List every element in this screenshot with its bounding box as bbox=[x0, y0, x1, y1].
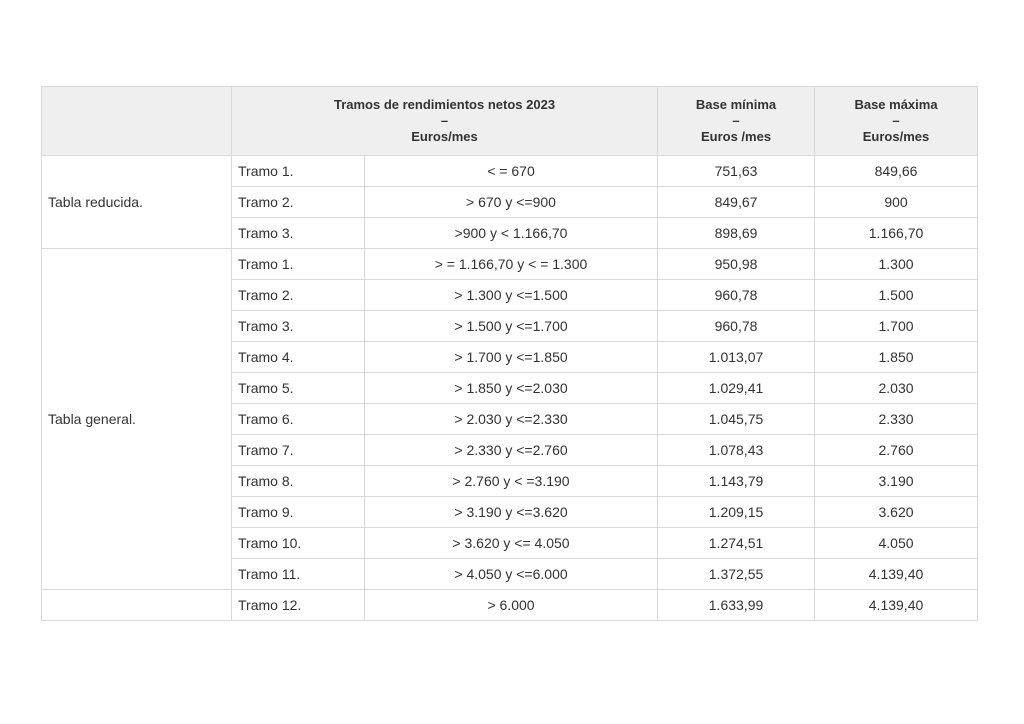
header-empty-cell bbox=[42, 87, 232, 156]
range-cell: > 1.850 y <=2.030 bbox=[365, 373, 658, 404]
header-base-maxima bbox=[815, 87, 978, 156]
tramo-cell: Tramo 7. bbox=[232, 435, 365, 466]
base-max-cell: 2.760 bbox=[815, 435, 978, 466]
base-min-cell: 950,98 bbox=[658, 249, 815, 280]
base-max-cell: 1.300 bbox=[815, 249, 978, 280]
tramo-cell: Tramo 8. bbox=[232, 466, 365, 497]
table-row bbox=[42, 590, 978, 621]
header-tramos bbox=[232, 87, 658, 156]
base-max-cell: 3.620 bbox=[815, 497, 978, 528]
tramo-cell: Tramo 2. bbox=[232, 187, 365, 218]
header-row bbox=[42, 87, 978, 156]
range-cell: > 1.500 y <=1.700 bbox=[365, 311, 658, 342]
header-min-unit: Euros /mes bbox=[700, 129, 772, 144]
tramo-cell: Tramo 5. bbox=[232, 373, 365, 404]
base-max-cell: 1.500 bbox=[815, 280, 978, 311]
header-max-title: Base máxima bbox=[854, 97, 938, 112]
base-min-cell: 1.633,99 bbox=[658, 590, 815, 621]
header-min-title: Base mínima bbox=[695, 97, 777, 112]
base-min-cell: 1.045,75 bbox=[658, 404, 815, 435]
tramo-cell: Tramo 10. bbox=[232, 528, 365, 559]
header-tramos-unit: Euros/mes bbox=[411, 129, 478, 144]
range-cell: > 670 y <=900 bbox=[365, 187, 658, 218]
base-min-cell: 1.143,79 bbox=[658, 466, 815, 497]
base-max-cell: 2.330 bbox=[815, 404, 978, 435]
tramo-cell: Tramo 3. bbox=[232, 311, 365, 342]
base-max-cell: 1.166,70 bbox=[815, 218, 978, 249]
tramo-cell: Tramo 12. bbox=[232, 590, 365, 621]
base-max-cell: 4.050 bbox=[815, 528, 978, 559]
group-tabla-general: Tabla general. bbox=[42, 249, 232, 590]
tramo-cell: Tramo 9. bbox=[232, 497, 365, 528]
header-min-dash: – bbox=[732, 113, 740, 128]
header-base-minima bbox=[658, 87, 815, 156]
base-min-cell: 1.029,41 bbox=[658, 373, 815, 404]
base-min-cell: 1.078,43 bbox=[658, 435, 815, 466]
base-min-cell: 1.274,51 bbox=[658, 528, 815, 559]
base-max-cell: 3.190 bbox=[815, 466, 978, 497]
group-tabla-reducida: Tabla reducida. bbox=[42, 156, 232, 249]
tramos-table bbox=[41, 86, 978, 621]
base-max-cell: 4.139,40 bbox=[815, 590, 978, 621]
tramo-cell: Tramo 6. bbox=[232, 404, 365, 435]
range-cell: > 1.700 y <=1.850 bbox=[365, 342, 658, 373]
base-min-cell: 960,78 bbox=[658, 280, 815, 311]
range-cell: > = 1.166,70 y < = 1.300 bbox=[365, 249, 658, 280]
range-cell: > 2.760 y < =3.190 bbox=[365, 466, 658, 497]
range-cell: < = 670 bbox=[365, 156, 658, 187]
tramo-cell: Tramo 4. bbox=[232, 342, 365, 373]
header-max-unit: Euros/mes bbox=[862, 129, 930, 144]
base-max-cell: 1.850 bbox=[815, 342, 978, 373]
base-max-cell: 2.030 bbox=[815, 373, 978, 404]
base-max-cell: 4.139,40 bbox=[815, 559, 978, 590]
tramo-cell: Tramo 3. bbox=[232, 218, 365, 249]
header-tramos-dash: – bbox=[440, 113, 449, 128]
base-min-cell: 898,69 bbox=[658, 218, 815, 249]
range-cell: > 6.000 bbox=[365, 590, 658, 621]
base-max-cell: 849,66 bbox=[815, 156, 978, 187]
base-min-cell: 1.372,55 bbox=[658, 559, 815, 590]
table-row bbox=[42, 249, 978, 280]
base-max-cell: 900 bbox=[815, 187, 978, 218]
tramo-cell: Tramo 11. bbox=[232, 559, 365, 590]
tramo-cell: Tramo 2. bbox=[232, 280, 365, 311]
table-row bbox=[42, 156, 978, 187]
range-cell: > 2.030 y <=2.330 bbox=[365, 404, 658, 435]
base-min-cell: 1.013,07 bbox=[658, 342, 815, 373]
tramo-cell: Tramo 1. bbox=[232, 249, 365, 280]
header-tramos-title: Tramos de rendimientos netos 2023 bbox=[333, 97, 556, 112]
base-max-cell: 1.700 bbox=[815, 311, 978, 342]
header-max-dash: – bbox=[892, 113, 900, 128]
range-cell: > 2.330 y <=2.760 bbox=[365, 435, 658, 466]
group-empty-cell bbox=[42, 590, 232, 621]
base-min-cell: 1.209,15 bbox=[658, 497, 815, 528]
range-cell: > 4.050 y <=6.000 bbox=[365, 559, 658, 590]
base-min-cell: 751,63 bbox=[658, 156, 815, 187]
range-cell: >900 y < 1.166,70 bbox=[365, 218, 658, 249]
range-cell: > 3.190 y <=3.620 bbox=[365, 497, 658, 528]
range-cell: > 3.620 y <= 4.050 bbox=[365, 528, 658, 559]
tramo-cell: Tramo 1. bbox=[232, 156, 365, 187]
base-min-cell: 849,67 bbox=[658, 187, 815, 218]
base-min-cell: 960,78 bbox=[658, 311, 815, 342]
range-cell: > 1.300 y <=1.500 bbox=[365, 280, 658, 311]
